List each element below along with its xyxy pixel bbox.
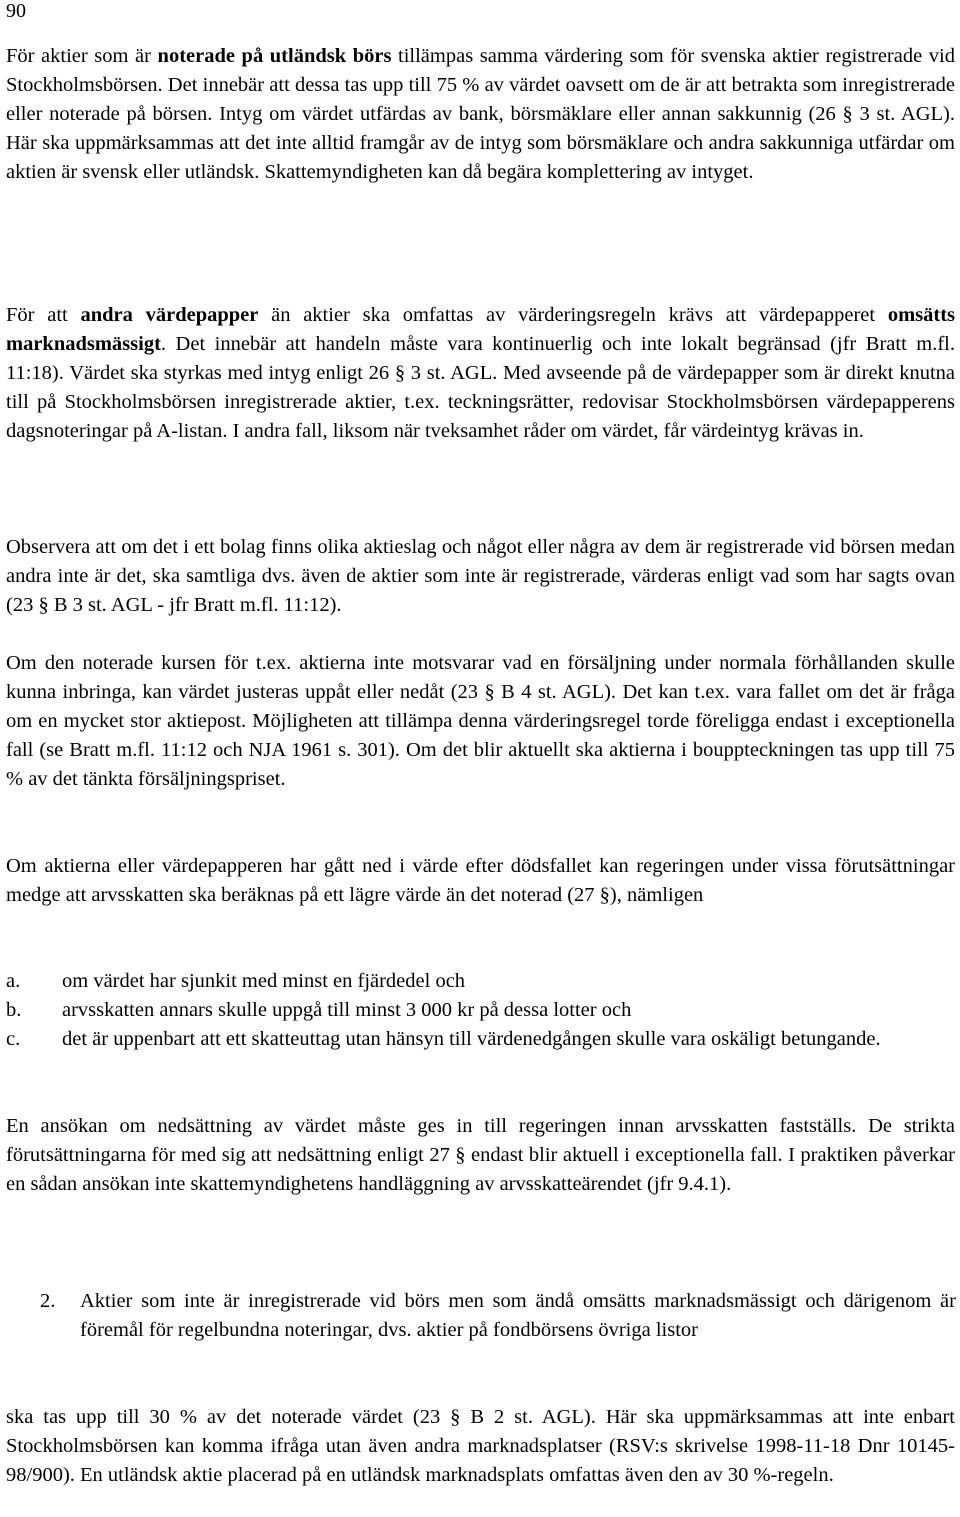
- text-run: än aktier ska omfattas av värderingsregeln krävs att värdepapperet: [258, 304, 888, 326]
- page-number: 90: [6, 0, 26, 22]
- emphasis: noterade på utländsk börs: [157, 45, 392, 67]
- paragraph-value-decline: Om aktierna eller värdepapperen har gått ned i värde efter dödsfallet kan regeringen under vissa förutsättningar medge att arvsskatten ska beräknas på ett lägre värde än det noterad (27 §), nämligen: [6, 855, 955, 906]
- paragraph-reduction-application: En ansökan om nedsättning av värdet måste ges in till regeringen innan arvsskatten fastställs. De strikta förutsättningarna för med sig att nedsättning enligt 27 § endast blir aktuell i exceptionella fall. I praktiken påverkar en sådan ansökan inte skattemyndighetens handläggning av arvsskatteärendet (jfr 9.4.1).: [6, 1115, 955, 1195]
- paragraph-foreign-listed-shares: [6, 42, 955, 187]
- list-marker: c.: [6, 1028, 21, 1050]
- text-run: tillämpas samma värdering som för svenska aktier registrerade vid Stockholmsbörsen. Det innebär att dessa tas upp till 75 % av värdet oavsett om de är att betrakta som inregistrerade eller noterade på börsen. Intyg om värdet utfärdas av bank, börsmäklare eller annan sakkunnig (26 § 3 st. AGL). Här ska uppmärksammas att det inte alltid framgår av de intyg som börsmäklare och andra sakkunniga utfärdar om aktien är svensk eller utländsk. Skattemyndigheten kan då begära komplettering av intyget.: [6, 45, 955, 183]
- text-run: För att: [6, 304, 81, 326]
- emphasis: omsätts marknadsmässigt: [6, 304, 956, 355]
- list-item-text: arvsskatten annars skulle uppgå till minst 3 000 kr på dessa lotter och: [62, 999, 632, 1021]
- list-marker: a.: [6, 970, 21, 992]
- list-item: [6, 996, 955, 1025]
- list-item-text: det är uppenbart att ett skatteuttag utan hänsyn till värdenedgången skulle vara oskäligt betungande.: [62, 1028, 881, 1050]
- paragraph-share-classes: Observera att om det i ett bolag finns olika aktieslag och något eller några av dem är registrerade vid börsen medan andra inte är det, ska samtliga dvs. även de aktier som inte är registrerade, värderas enligt vad som har sagts ovan (23 § B 3 st. AGL - jfr Bratt m.fl. 11:12).: [6, 536, 955, 616]
- text-run: För aktier som är: [6, 45, 158, 67]
- numbered-item: [40, 1287, 956, 1345]
- list-item-text: om värdet har sjunkit med minst en fjärdedel och: [62, 970, 466, 992]
- list-item: [6, 1025, 955, 1054]
- numbered-item-text: Aktier som inte är inregistrerade vid börs men som ändå omsätts marknadsmässigt och därigenom är föremål för regelbundna noteringar, dvs. aktier på fondbörsens övriga listor: [80, 1290, 956, 1341]
- list-marker: b.: [6, 999, 22, 1021]
- numbered-marker: 2.: [40, 1290, 56, 1312]
- list-item: [6, 967, 955, 996]
- paragraph-price-adjustment: Om den noterade kursen för t.ex. aktierna inte motsvarar vad en försäljning under normala förhållanden skulle kunna inbringa, kan värdet justeras uppåt eller nedåt (23 § B 4 st. AGL). Det kan t.ex. vara fallet om det är fråga om en mycket stor aktiepost. Möjligheten att tillämpa denna värderingsregel torde föreligga endast i exceptionella fall (se Bratt m.fl. 11:12 och NJA 1961 s. 301). Om det blir aktuellt ska aktierna i bouppteckningen tas upp till 75 % av det tänkta försäljningspriset.: [6, 652, 955, 790]
- text-run: . Det innebär att handeln måste vara kontinuerlig och inte lokalt begränsad (jfr Bratt m.fl. 11:18). Värdet ska styrkas med intyg enligt 26 § 3 st. AGL. Med avseende på de värdepapper som är direkt knutna till på Stockholmsbörsen inregistrerade aktier, t.ex. teckningsrätter, redovisar Stockholmsbörsen värdepapperens dagsnoteringar på A-listan. I andra fall, liksom när tveksamhet råder om värdet, får värdeintyg krävas in.: [6, 333, 955, 442]
- paragraph-other-securities: [6, 301, 955, 446]
- emphasis: andra värdepapper: [80, 304, 259, 326]
- paragraph-thirty-percent: ska tas upp till 30 % av det noterade värdet (23 § B 2 st. AGL). Här ska uppmärksammas att inte enbart Stockholmsbörsen kan komma ifråga utan även andra marknadsplatser (RSV:s skrivelse 1998-11-18 Dnr 10145-98/900). En utländsk aktie placerad på en utländsk marknadsplats omfattas även den av 30 %-regeln.: [6, 1406, 955, 1486]
